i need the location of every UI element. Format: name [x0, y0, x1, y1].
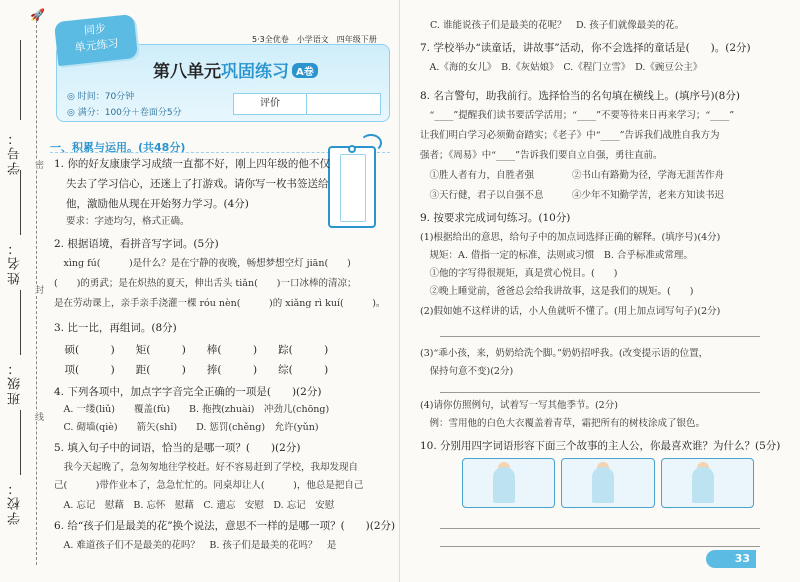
- q5-line1: 我今天起晚了，急匆匆地往学校赶。好不容易赶到了学校，我却发现自: [54, 462, 359, 473]
- q3-row1[interactable]: 硕( ) 矩( ) 棒( ) 踪( ): [54, 344, 329, 356]
- page-number: 33: [706, 550, 756, 568]
- badge-line1: 同步: [83, 21, 107, 38]
- q9-title: 9. 按要求完成词句练习。(10分): [420, 212, 571, 224]
- q1-line2: 失去了学习信心，还迷上了打游戏。请你写一枚书签送给: [66, 178, 329, 190]
- school-label: 学校：: [8, 480, 23, 525]
- section-heading: 一、积累与运用。(共48分): [50, 141, 186, 154]
- story-picture-3: [661, 458, 754, 508]
- title-plain: 第八单元: [153, 62, 221, 82]
- name-line: [20, 170, 21, 235]
- q9-3-answer-line[interactable]: [440, 392, 760, 393]
- page-title: [153, 57, 318, 82]
- q4-title: 4. 下列各项中，加点字字音完全正确的一项是( )(2分): [54, 386, 322, 398]
- q5-line2: 己( )带作业本了，急急忙忙的。同桌却让人( )，他总是把自己: [54, 480, 364, 491]
- student-number-label: 学号：: [8, 130, 23, 175]
- evaluation-value[interactable]: [307, 94, 380, 114]
- student-number-line: [20, 40, 21, 120]
- school-line: [20, 410, 21, 475]
- q8-options-34: ③天行健，君子以自强不息 ④少年不知勤学苦，老来方知读书迟: [420, 190, 725, 201]
- q9-2-answer-line[interactable]: [440, 336, 760, 337]
- evaluation-box: [233, 93, 381, 115]
- badge-line2: 单元练习: [74, 36, 120, 55]
- title-accent: 巩固练习: [221, 62, 289, 82]
- q1-line1: 1. 你的好友康康学习成绩一直都不好，刚上四年级的他不仅: [54, 158, 330, 170]
- q9-4-title: (4)请你仿照例句，试着写一写其他季节。(2分): [420, 400, 618, 411]
- binding-strip: [0, 0, 44, 582]
- q1-requirement: 要求：字迹均匀，格式正确。: [66, 216, 190, 227]
- bookmark-ribbon: [360, 134, 382, 152]
- story-picture-1: [462, 458, 555, 508]
- name-label: 姓名：: [8, 240, 23, 285]
- q3-row2[interactable]: 项( ) 距( ) 捧( ) 综( ): [54, 364, 329, 376]
- q6-options-ab[interactable]: A. 难道孩子们不是最美的花吗？ B. 孩子们是最美的花吗？ 是: [54, 540, 337, 551]
- q8-line3[interactable]: 强者；《周易》中“____”告诉我们要自立自强，勇往直前。: [420, 150, 663, 161]
- q2-line3: 是在劳动课上，亲手亲手浇灌一棵 róu nèn( )的 xiǎng rì kuí( )。: [54, 298, 386, 309]
- q7-title: 7. 学校举办“读童话，讲故事”活动，你不会选择的童话是( )。(2分): [420, 42, 751, 54]
- evaluation-label: 评价: [234, 94, 307, 114]
- title-tag: A卷: [292, 63, 318, 78]
- q9-3-title: (3)“乖小孩，来，奶奶给洗个脚。”奶奶招呼我。(改变提示语的位置，: [420, 348, 709, 359]
- q2-title: 2. 根据语境，看拼音写字词。(5分): [54, 238, 219, 250]
- series-info: 5·3全优卷 小学语文 四年级下册: [252, 35, 377, 44]
- class-label: 班级：: [8, 360, 23, 405]
- q5-title: 5. 填入句子中的词语，恰当的是哪一项？( )(2分): [54, 442, 301, 454]
- q6-title: 6. 给“孩子们是最美的花”换个说法，意思不一样的是哪一项？( )(2分): [54, 520, 396, 532]
- q8-options-12: ①胜人者有力，自胜者强 ②书山有路勤为径，学海无涯苦作舟: [420, 170, 725, 181]
- q10-answer-line-2[interactable]: [440, 546, 760, 547]
- q5-options[interactable]: A. 忘记 慰藉 B. 忘怀 慰藉 C. 遗忘 安慰 D. 忘记 安慰: [54, 500, 335, 511]
- q3-title: 3. 比一比，再组词。(8分): [54, 322, 177, 334]
- q4-options-ab[interactable]: A. 一缕(liǔ) 覆盖(fù) B. 拖拽(zhuài) 冲劲儿(chōng): [54, 404, 330, 415]
- q9-3-title-cont: 保持句意不变)(2分): [420, 366, 514, 377]
- q7-options[interactable]: A.《海的女儿》 B.《灰姑娘》 C.《程门立雪》 D.《豌豆公主》: [420, 62, 703, 73]
- story-picture-2: [561, 458, 654, 508]
- q9-1-sentence1[interactable]: ①他的字写得很规矩，真是赏心悦目。( ): [420, 268, 618, 279]
- cut-word-mi: 密: [33, 160, 43, 169]
- bookmark-frame[interactable]: [328, 146, 376, 228]
- story-pictures: [462, 458, 754, 508]
- q10-title: 10. 分别用四字词语形容下面三个故事的主人公，你最喜欢谁？为什么？(5分): [420, 440, 781, 452]
- q6-options-cd[interactable]: C. 谁能说孩子们是最美的花呢？ D. 孩子们就像最美的花。: [430, 20, 685, 31]
- unit-badge: [54, 14, 138, 66]
- class-line: [20, 290, 21, 355]
- q9-4-example: 例：雪用他的白色大衣覆盖着青草，霜把所有的树枝涂成了银色。: [420, 418, 706, 429]
- time-info: ◎ 时间：70分钟: [67, 92, 135, 102]
- q8-line1[interactable]: “____”提醒我们读书要活学活用；“____”不要等待来日再来学习；“____”: [420, 110, 735, 121]
- q10-answer-line-1[interactable]: [440, 528, 760, 529]
- q9-1-title: (1)根据给出的意思，给句子中的加点词选择正确的解释。(填序号)(4分): [420, 232, 721, 243]
- cut-word-feng: 封: [33, 285, 43, 294]
- cut-word-xian: 线: [33, 412, 43, 421]
- q9-1-definition: 规矩：A. 借指一定的标准，法则或习惯 B. 合乎标准或常理。: [420, 250, 693, 261]
- q2-line1: xìng fú( )是什么？是在宁静的夜晚，畅想梦想空灯 jiān( ): [54, 258, 351, 269]
- q4-options-cd[interactable]: C. 砌墙(qiè) 箭矢(shǐ) D. 惩罚(chěng) 允许(yǔn): [54, 422, 319, 433]
- q8-title: 8. 名言警句，助我前行。选择恰当的名句填在横线上。(填序号)(8分): [420, 90, 740, 102]
- score-info: ◎ 满分：100分＋卷面分5分: [67, 108, 182, 118]
- q2-line2: ( )的勇武；是在炽热的夏天，伸出舌头 tiǎn( )一口冰棒的清凉；: [54, 278, 357, 289]
- rocket-icon: 🚀: [30, 8, 45, 22]
- bookmark-hole: [348, 145, 356, 153]
- q9-2-title: (2)假如她不这样讲的话，小人鱼就听不懂了。(用上加点词写句子)(2分): [420, 306, 721, 317]
- q1-line3: 他，激励他从现在开始努力学习。(4分): [66, 198, 249, 210]
- q8-line2[interactable]: 让我们明白学习必须勤奋踏实；《老子》中“____”告诉我们战胜自我方为: [420, 130, 720, 141]
- q9-1-sentence2[interactable]: ②晚上睡觉前，爸爸总会给我讲故事，这是我们的规矩。( ): [420, 286, 694, 297]
